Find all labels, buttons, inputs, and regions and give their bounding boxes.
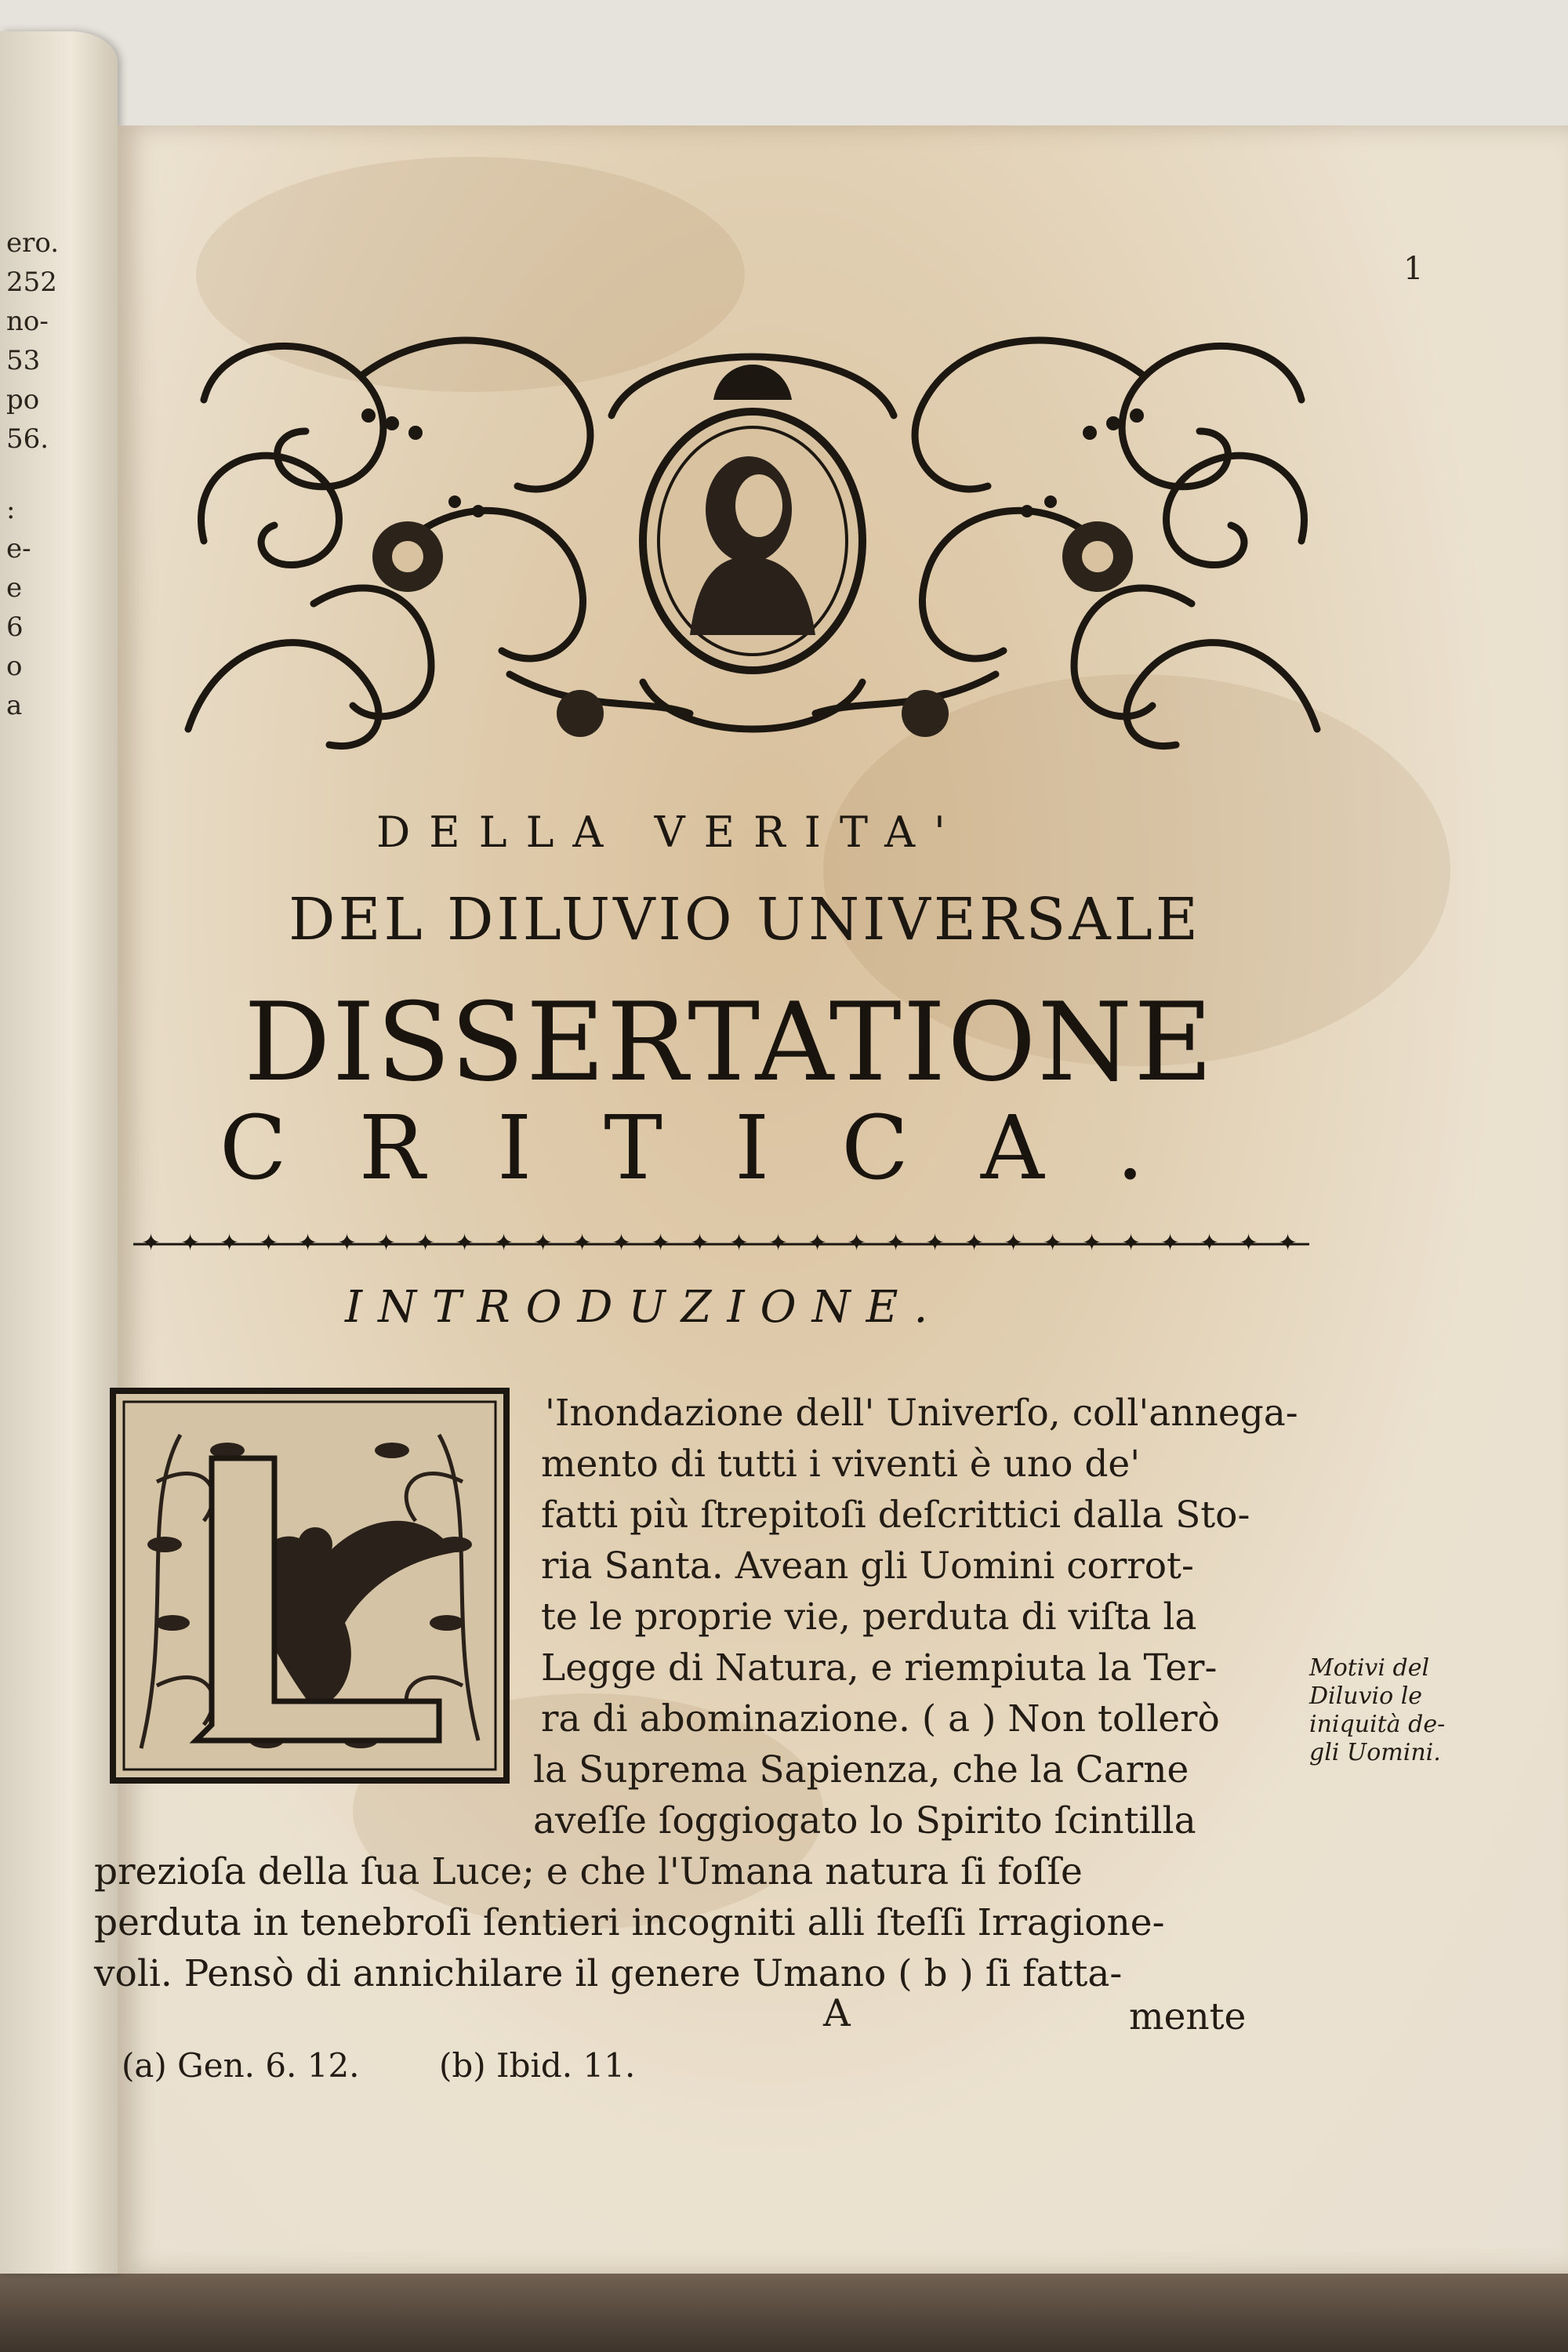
left-page-fragment: a xyxy=(6,690,23,721)
body-line: fatti più ſtrepitoſi deſcrittici dalla Sto- xyxy=(541,1494,1250,1537)
rule-ornament: ✦ xyxy=(847,1229,867,1257)
rule-ornament: ✦ xyxy=(416,1229,436,1257)
left-page-fragment: o xyxy=(6,651,23,682)
rule-ornament: ✦ xyxy=(1121,1229,1142,1257)
marginal-note xyxy=(1309,1654,1560,1767)
title-line-3: DISSERTATIONE xyxy=(244,979,1214,1105)
rule-ornament: ✦ xyxy=(376,1229,397,1257)
body-line: perduta in tenebroſi ſentieri incogniti alli ſteſſi Irragione- xyxy=(94,1901,1165,1944)
rule-ornament: ✦ xyxy=(494,1229,514,1257)
title-line-2: DEL DILUVIO UNIVERSALE xyxy=(289,886,1201,953)
rule-ornament: ✦ xyxy=(1239,1229,1259,1257)
left-page-fragment: no- xyxy=(6,306,49,337)
body-line: mento di tutti i viventi è uno de' xyxy=(541,1443,1141,1486)
rule-ornament: ✦ xyxy=(455,1229,475,1257)
rule-ornament: ✦ xyxy=(337,1229,358,1257)
rule-ornament: ✦ xyxy=(964,1229,985,1257)
left-page-fragment: 6 xyxy=(6,612,24,643)
title-line-4: CRITICA. xyxy=(220,1098,1217,1200)
left-page-fragment: e xyxy=(6,572,23,604)
rule-ornament: ✦ xyxy=(808,1229,828,1257)
rule-ornament: ✦ xyxy=(1200,1229,1220,1257)
rule-ornament: ✦ xyxy=(1043,1229,1063,1257)
footnote-b: (b) Ibid. 11. xyxy=(439,2046,636,2085)
rule-ornament: ✦ xyxy=(886,1229,906,1257)
marginal-note-line: Motivi del xyxy=(1309,1654,1430,1682)
rule-ornament: ✦ xyxy=(690,1229,710,1257)
rule-ornament: ✦ xyxy=(612,1229,632,1257)
headpiece-ornament xyxy=(172,306,1333,760)
left-page-fragment: ero. xyxy=(6,227,60,259)
body-line: voli. Pensò di annichilare il genere Umano ( b ) ſi fatta- xyxy=(94,1952,1123,1995)
rule-ornament: ✦ xyxy=(1004,1229,1024,1257)
rule-ornament: ✦ xyxy=(533,1229,554,1257)
rule-ornament: ✦ xyxy=(768,1229,789,1257)
body-line: te le proprie vie, perduta di viſta la xyxy=(541,1595,1197,1639)
rule-ornament: ✦ xyxy=(1160,1229,1181,1257)
footnote-a: (a) Gen. 6. 12. xyxy=(122,2046,360,2085)
rule-ornament: ✦ xyxy=(180,1229,201,1257)
left-page-fragment: : xyxy=(6,494,16,525)
body-line: ria Santa. Avean gli Uomini corrot- xyxy=(541,1544,1194,1588)
body-line: 'Inondazione dell' Univerſo, coll'annega- xyxy=(545,1392,1298,1435)
rule-ornament: ✦ xyxy=(259,1229,279,1257)
drop-cap-initial xyxy=(110,1388,510,1784)
title-line-1: DELLA VERITA' xyxy=(376,808,964,857)
page-number: 1 xyxy=(1403,251,1424,287)
body-line: Legge di Natura, e riempiuta la Ter- xyxy=(541,1646,1218,1690)
ornamental-rule xyxy=(133,1227,1309,1258)
body-line: aveſſe ſoggiogato lo Spirito ſcintilla xyxy=(533,1799,1196,1842)
rule-ornament: ✦ xyxy=(298,1229,318,1257)
rule-ornament: ✦ xyxy=(651,1229,671,1257)
signature-mark: A xyxy=(823,1991,851,2035)
left-page-fragment: 56. xyxy=(6,423,49,455)
left-page-fragment: e- xyxy=(6,533,31,564)
rule-ornament: ✦ xyxy=(729,1229,750,1257)
rule-ornament: ✦ xyxy=(1278,1229,1298,1257)
left-page-fragment: 252 xyxy=(6,267,57,298)
catchword: mente xyxy=(1129,1995,1247,2038)
body-line: la Suprema Sapienza, che la Carne xyxy=(533,1748,1189,1791)
left-page-fragment: po xyxy=(6,384,40,416)
body-line: prezioſa della ſua Luce; e che l'Umana natura ſi foſſe xyxy=(94,1850,1083,1893)
marginal-note-line: Diluvio le xyxy=(1309,1682,1423,1710)
rule-ornament: ✦ xyxy=(925,1229,946,1257)
rule-ornament: ✦ xyxy=(1082,1229,1102,1257)
rule-ornament: ✦ xyxy=(220,1229,240,1257)
left-page-fragment: 53 xyxy=(6,345,41,376)
body-line: ra di abominazione. ( a ) Non tollerò xyxy=(541,1697,1220,1740)
marginal-note-line: gli Uomini. xyxy=(1309,1739,1441,1766)
rule-ornament: ✦ xyxy=(572,1229,593,1257)
marginal-note-line: iniquità de- xyxy=(1309,1711,1446,1738)
section-heading: INTRODUZIONE. xyxy=(345,1282,944,1333)
rule-ornament: ✦ xyxy=(141,1229,162,1257)
